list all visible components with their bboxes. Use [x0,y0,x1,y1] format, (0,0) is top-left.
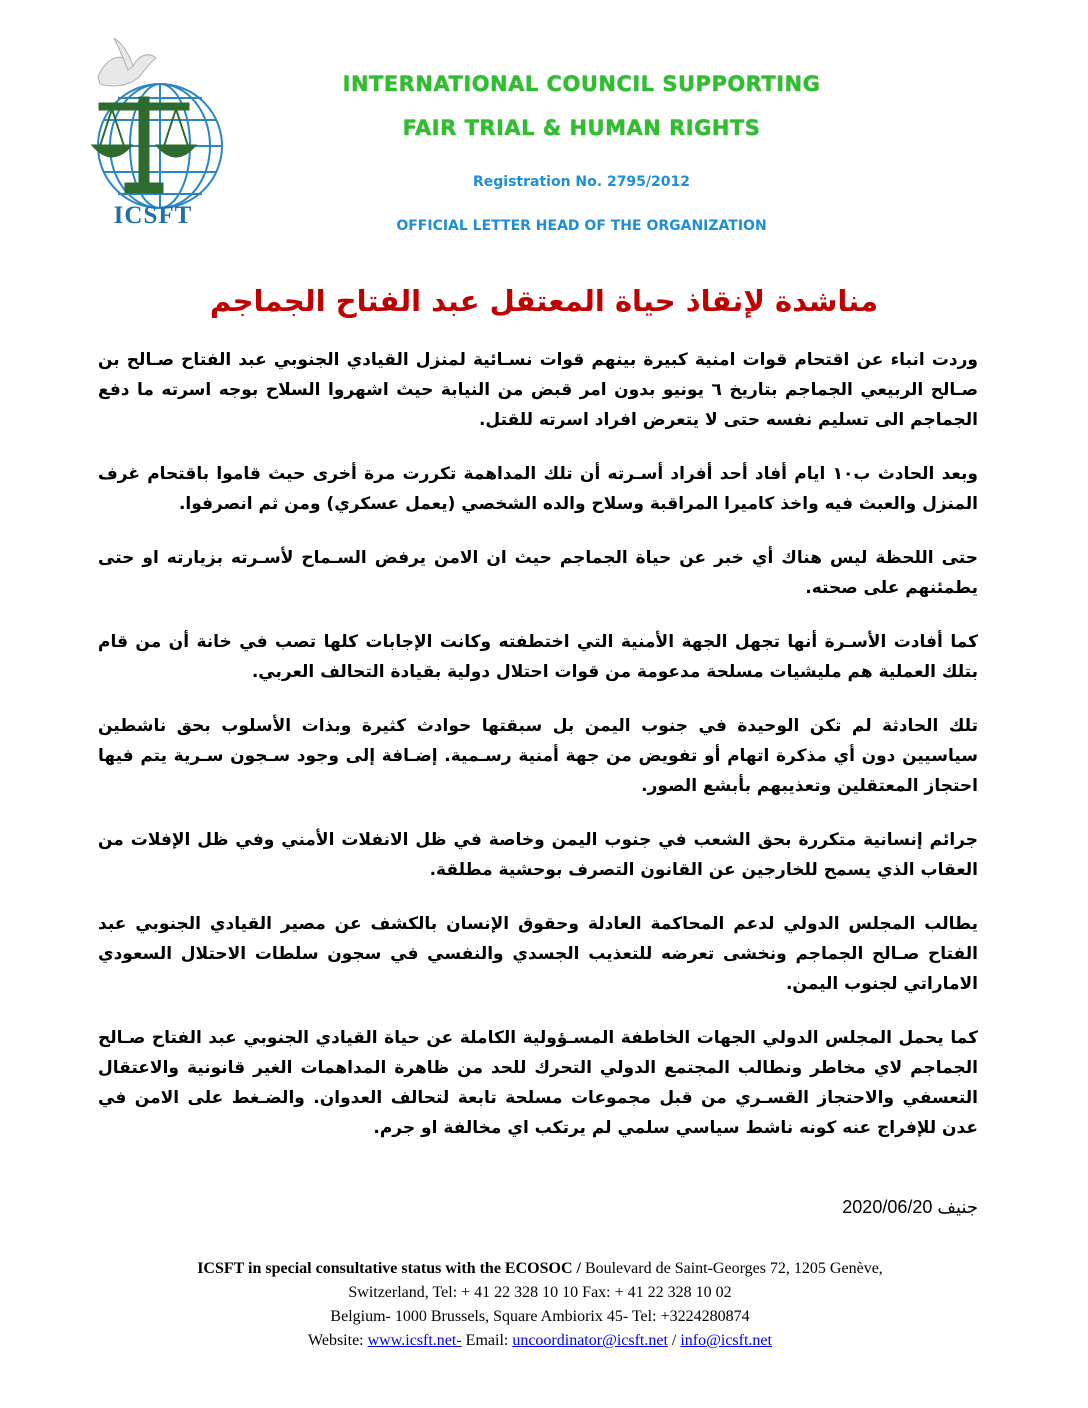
footer-contacts [90,1329,990,1353]
footer [90,1257,990,1353]
email-label: Email: [461,1332,513,1349]
footer-address1: Boulevard de Saint-Georges 72, 1205 Genève, [580,1260,883,1277]
footer-status: ICSFT in special consultative status with the ECOSOC / [197,1260,581,1277]
paragraph: يطالب المجلس الدولي لدعم المحاكمة العادلة وحقوق الإنسان بالكشف عن مصير القيادي الجنوبي عبد الفتاح صـالح الجماجم ونخشى تعرضه للتعذيب الجسدي والنفسي في سجون سلطات الاحتلال السعودي الاماراتي لجنوب اليمن. [98,914,978,994]
paragraph: وردت انباء عن اقتحام قوات امنية كبيرة بينهم قوات نسـائية لمنزل القيادي الجنوبي عبد الفتاح صـالح بن صـالح الربيعي الجماجم بتاريخ ٦ يونيو بدون امر قبض من النيابة حيث اشهروا السلاح بوجه اسرته ما دفع الجماجم الى تسليم نفسه حتى لا يتعرض افراد اسرته للقتل. [98,350,978,430]
paragraph: حتى اللحظة ليس هناك أي خبر عن حياة الجماجم حيث ان الامن يرفض السـماح لأسـرته بزيارته او حتى يطمئنهم على صحته. [98,548,978,598]
date-line: جنيف 2020/06/20 [842,1197,978,1217]
org-title-line1: INTERNATIONAL COUNCIL SUPPORTING [342,72,821,96]
paragraph: جرائم إنسانية متكررة بحق الشعب في جنوب اليمن وخاصة في ظل الانفلات الأمني وفي ظل الإفلات من العقاب الذي يسمح للخارجين عن القانون التصرف بوحشية مطلقة. [98,830,978,880]
footer-address3: Belgium- 1000 Brussels, Square Ambiorix 45- Tel: +3224280874 [330,1308,750,1325]
paragraph: وبعد الحادث ب١٠ ايام أفاد أحد أفراد أسـرته أن تلك المداهمة تكررت مرة أخرى حيث قاموا باقتحام غرف المنزل والعبث فيه واخذ كاميرا المراقبة وسلاح والده الشخصي (يعمل عسكري) ومن ثم انصرفوا. [98,464,978,514]
letter-body [98,345,978,1167]
headline: مناشدة لإنقاذ حياة المعتقل عبد الفتاح الجماجم [209,284,879,318]
logo-text: ICSFT [113,202,193,229]
footer-line1 [90,1257,990,1281]
email-link-info[interactable]: info@icsft.net [680,1332,772,1349]
email-link-uncoordinator[interactable]: uncoordinator@icsft.net [512,1332,668,1349]
paragraph: كما يحمل المجلس الدولي الجهات الخاطفة المسـؤولية الكاملة عن حياة القيادي الجنوبي عبد الفتاح صـالح الجماجم لاي مخاطر ونطالب المجتمع الدولي التحرك للحد من ظاهرة المداهمات الغير قانونية والاعتقال التعسفي والاحتجاز القسـري من قبل مجموعات مسلحة تابعة لتحالف العدوان. والضـغط على الامن في عدن للإفراج عنه كونه ناشط سياسي سلمي لم يرتكب اي مخالفة او جرم. [98,1028,978,1138]
official-letterhead-label: OFFICIAL LETTER HEAD OF THE ORGANIZATION [396,218,767,234]
registration-number: Registration No. 2795/2012 [473,174,690,190]
org-title-line2: FAIR TRIAL & HUMAN RIGHTS [402,116,761,140]
paragraph: تلك الحادثة لم تكن الوحيدة في جنوب اليمن بل سبقتها حوادث كثيرة وبذات الأسلوب بحق ناشطين سياسيين دون أي مذكرة اتهام أو تفويض من جهة أمنية رسـمية. إضـافة إلى وجود سـجون سـرية يتم فيها احتجاز المعتقلين وتعذيبهم بأبشع الصور. [98,716,978,796]
website-label: Website: [308,1332,368,1349]
website-link[interactable]: www.icsft.net- [367,1332,462,1349]
footer-address2: Switzerland, Tel: + 41 22 328 10 10 Fax: + 41 22 328 10 02 [348,1284,732,1301]
paragraph: كما أفادت الأسـرة أنها تجهل الجهة الأمنية التي اختطفته وكانت الإجابات كلها تصب في خانة أن من قام بتلك العملية هم مليشيات مسلحة مدعومة من قوات احتلال دولية بقيادة التحالف العربي. [98,632,978,682]
email-separator: / [667,1332,681,1349]
